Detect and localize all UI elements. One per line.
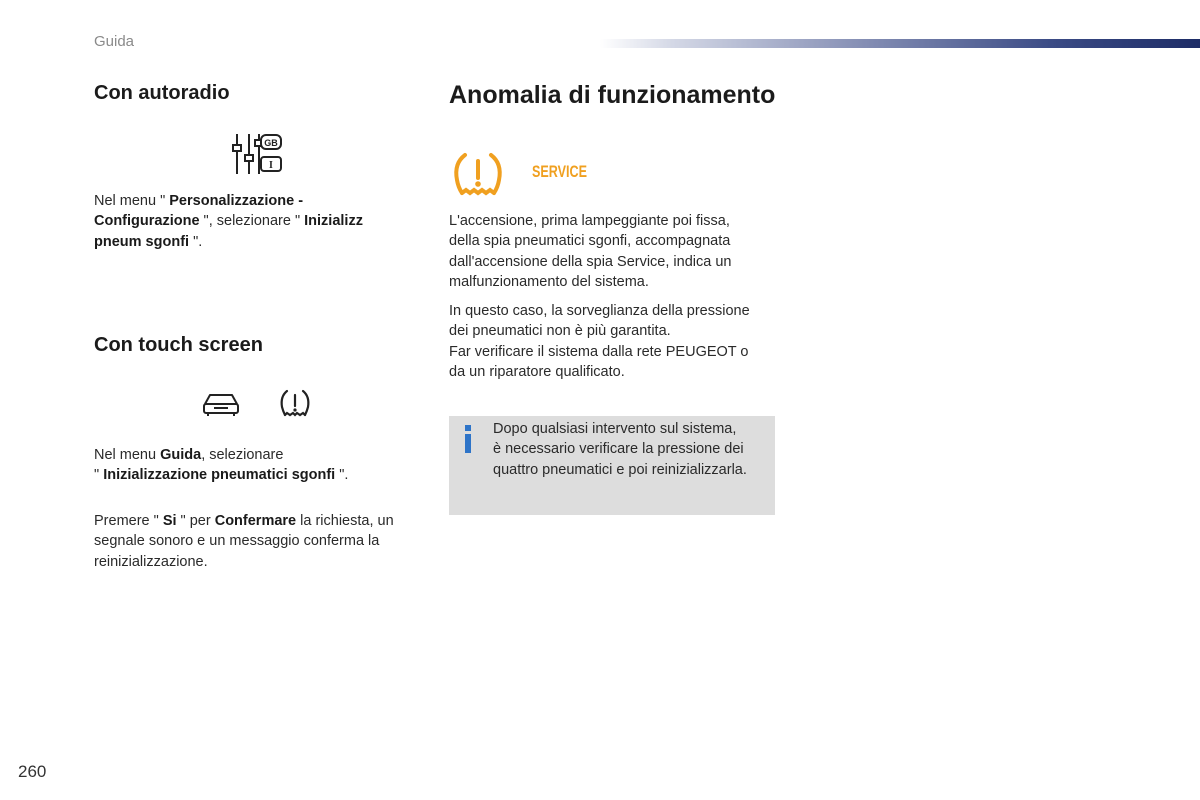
running-header: Guida	[94, 33, 135, 50]
radio-instruction: Nel menu " Personalizzazione - Configurazione ", selezionare " Inizializz pneum sgonfi ".	[94, 193, 363, 250]
anomaly-paragraph-1: L'accensione, prima lampeggiante poi fissa, della spia pneumatici sgonfi, accompagnata dall'accensione della spia Service, indica un malfunzionamento del sistema.	[449, 213, 732, 290]
settings-sliders-icon	[228, 131, 286, 182]
info-note-box	[449, 416, 775, 515]
settings-badge-top: GB	[264, 138, 278, 148]
anomaly-paragraph-2: In questo caso, la sorveglianza della pressione dei pneumatici non è più garantita. Far verificare il sistema dalla rete PEUGEOT o da un riparatore qualificato.	[449, 303, 750, 380]
touch-confirm-instruction: Premere " Si " per Confermare la richiesta, un segnale sonoro e un messaggio conferma la reinizializzazione.	[94, 513, 394, 570]
tire-pressure-warning-icon	[278, 387, 312, 426]
service-warning-icon	[531, 160, 591, 187]
page-number: 260	[18, 762, 47, 781]
car-icon	[201, 390, 241, 423]
touch-instruction: Nel menu Guida, selezionare " Inizializzazione pneumatici sgonfi ".	[94, 447, 349, 484]
info-icon	[462, 425, 474, 453]
settings-badge-bottom: I	[269, 160, 273, 171]
header-gradient-bar	[600, 39, 1200, 48]
service-label: SERVICE	[532, 162, 587, 181]
section-title-radio: Con autoradio	[94, 82, 230, 104]
tire-pressure-warning-icon-orange	[452, 151, 504, 206]
section-title-anomaly: Anomalia di funzionamento	[449, 81, 776, 109]
info-note-text: Dopo qualsiasi intervento sul sistema, è necessario verificare la pressione dei quattro pneumatici e poi reinizializzarla.	[493, 421, 747, 478]
section-title-touch: Con touch screen	[94, 334, 263, 356]
